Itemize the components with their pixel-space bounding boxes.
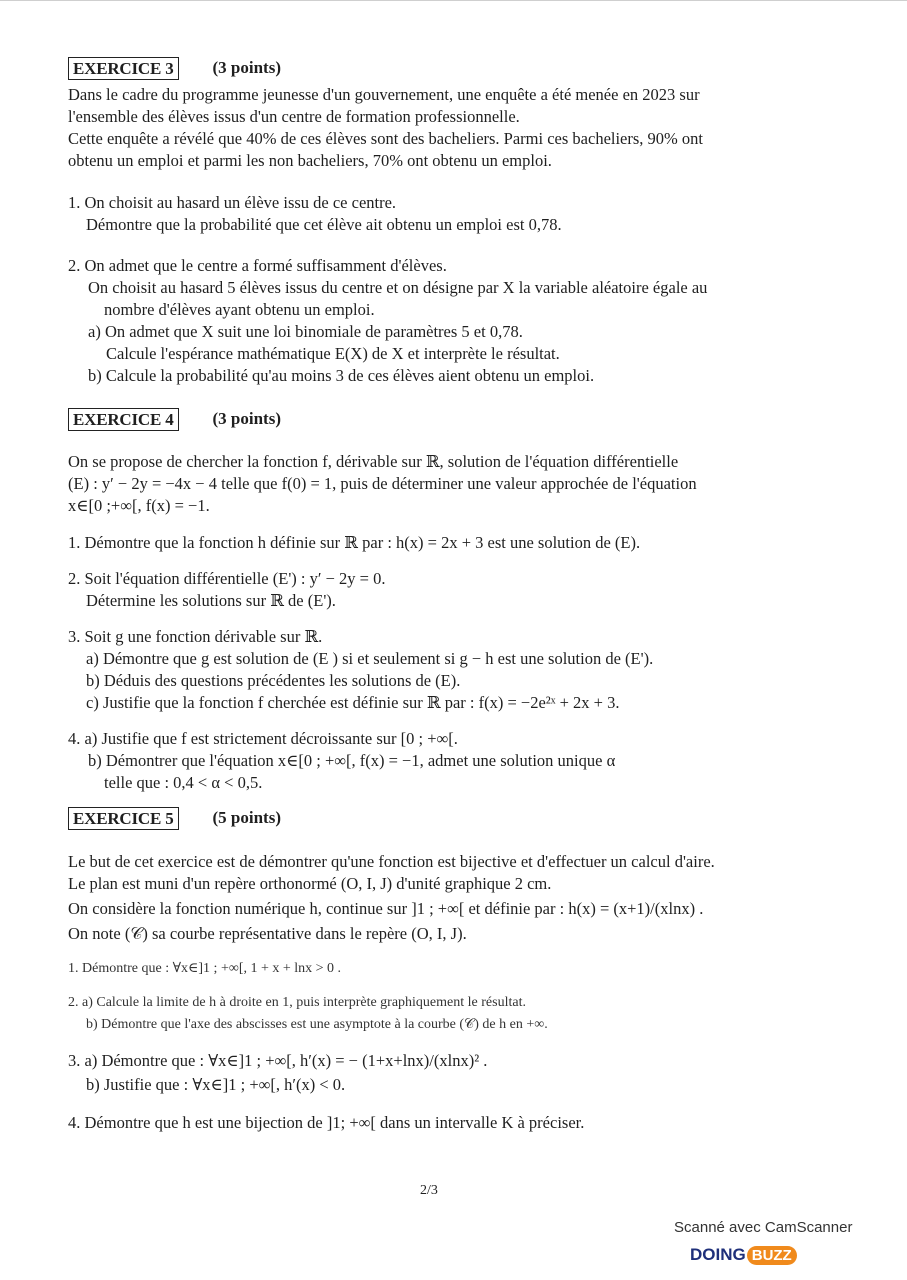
ex3-intro-line: obtenu un emploi et parmi les non bacheliers, 70% ont obtenu un emploi. [68, 151, 552, 170]
ex5-question-4 [68, 1112, 788, 1134]
ex3-q1-line: 1. On choisit au hasard un élève issu de ce centre. [68, 193, 397, 212]
ex3-q2-line: Calcule l'espérance mathématique E(X) de X et interprète le résultat. [106, 344, 560, 363]
exercise-4-title: EXERCICE 4 [68, 408, 179, 431]
exercise-4-intro [68, 451, 788, 517]
logo-text-left: DOING [690, 1245, 746, 1264]
ex4-question-4 [68, 728, 788, 794]
ex3-intro-line: Cette enquête a révélé que 40% de ces élèves sont des bacheliers. Parmi ces bacheliers, 90% ont [68, 129, 704, 148]
ex4-q3-line: c) Justifie que la fonction f cherchée est définie sur ℝ par : f(x) = −2e²ˣ + 2x + 3. [86, 693, 620, 712]
exercise-5 [68, 806, 788, 1134]
ex5-intro-line: On considère la fonction numérique h, continue sur ]1 ; +∞[ et définie par : h(x) = (x+1)/(xlnx) . [68, 899, 704, 918]
page-number: 2/3 [420, 1183, 438, 1198]
ex3-intro-line: Dans le cadre du programme jeunesse d'un gouvernement, une enquête a été menée en 2023 sur [68, 85, 700, 104]
exercise-3 [68, 56, 788, 387]
exercise-3-points: (3 points) [212, 58, 281, 77]
ex3-q2-line: nombre d'élèves ayant obtenu un emploi. [104, 300, 375, 319]
ex4-q2-line: 2. Soit l'équation différentielle (E') : y′ − 2y = 0. [68, 569, 386, 588]
ex4-question-3 [68, 626, 788, 714]
ex3-q2-line: a) On admet que X suit une loi binomiale de paramètres 5 et 0,78. [88, 322, 523, 341]
ex3-intro-line: l'ensemble des élèves issus d'un centre de formation professionnelle. [68, 107, 520, 126]
ex5-q3-line: b) Justifie que : ∀x∈]1 ; +∞[, h′(x) < 0. [86, 1075, 346, 1094]
exercise-4 [68, 407, 788, 794]
ex4-q1-line: 1. Démontre que la fonction h définie sur ℝ par : h(x) = 2x + 3 est une solution de (E). [68, 533, 641, 552]
ex5-q3-line: 3. a) Démontre que : ∀x∈]1 ; +∞[, h′(x) = − (1+x+lnx)/(xlnx)² . [68, 1051, 488, 1070]
ex4-question-1 [68, 532, 788, 554]
ex4-intro-line: x∈[0 ;+∞[, f(x) = −1. [68, 496, 210, 515]
top-edge-line [0, 0, 907, 1]
ex4-q4-line: 4. a) Justifie que f est strictement décroissante sur [0 ; +∞[. [68, 729, 458, 748]
camscanner-watermark: Scanné avec CamScanner [674, 1219, 853, 1236]
ex4-q4-line: b) Démontrer que l'équation x∈[0 ; +∞[, f(x) = −1, admet une solution unique α [88, 751, 616, 770]
ex5-intro-line: Le plan est muni d'un repère orthonormé (O, I, J) d'unité graphique 2 cm. [68, 874, 552, 893]
logo-text-right: BUZZ [747, 1246, 797, 1265]
ex3-q2-line: On choisit au hasard 5 élèves issus du centre et on désigne par X la variable aléatoire égale au [88, 278, 708, 297]
ex5-question-1 [68, 958, 788, 980]
ex4-q2-line: Détermine les solutions sur ℝ de (E'). [86, 591, 336, 610]
ex5-intro-line: Le but de cet exercice est de démontrer qu'une fonction est bijective et d'effectuer un calcul d'aire. [68, 852, 715, 871]
ex5-q2-line: 2. a) Calcule la limite de h à droite en 1, puis interprète graphiquement le résultat. [68, 995, 526, 1010]
exercise-5-intro [68, 851, 788, 945]
ex4-q3-line: b) Déduis des questions précédentes les solutions de (E). [86, 671, 461, 690]
exercise-3-intro [68, 84, 788, 172]
ex3-q2-line: b) Calcule la probabilité qu'au moins 3 de ces élèves aient obtenu un emploi. [88, 366, 595, 385]
exercise-5-title: EXERCICE 5 [68, 807, 179, 830]
ex3-question-1 [68, 192, 788, 236]
ex4-question-2 [68, 568, 788, 612]
ex5-q1-line: 1. Démontre que : ∀x∈]1 ; +∞[, 1 + x + lnx > 0 . [68, 961, 342, 976]
exercise-3-header [68, 56, 788, 80]
ex3-q1-line: Démontre que la probabilité que cet élève ait obtenu un emploi est 0,78. [86, 215, 562, 234]
ex3-question-2 [68, 255, 788, 387]
exercise-4-header [68, 407, 788, 431]
ex5-q2-line: b) Démontre que l'axe des abscisses est une asymptote à la courbe (𝒞) de h en +∞. [86, 1017, 548, 1032]
ex5-q4-line: 4. Démontre que h est une bijection de ]1; +∞[ dans un intervalle K à préciser. [68, 1113, 585, 1132]
ex3-q2-line: 2. On admet que le centre a formé suffisamment d'élèves. [68, 256, 447, 275]
exercise-4-points: (3 points) [212, 409, 281, 428]
ex4-intro-line: (E) : y′ − 2y = −4x − 4 telle que f(0) = 1, puis de déterminer une valeur approchée de l'équation [68, 474, 697, 493]
ex5-intro-line: On note (𝒞) sa courbe représentative dans le repère (O, I, J). [68, 924, 467, 943]
ex4-intro-line: On se propose de chercher la fonction f, dérivable sur ℝ, solution de l'équation différentielle [68, 452, 679, 471]
ex4-q3-line: 3. Soit g une fonction dérivable sur ℝ. [68, 627, 323, 646]
ex5-question-3 [68, 1048, 788, 1096]
exercise-5-points: (5 points) [212, 808, 281, 827]
exercise-5-header [68, 806, 788, 830]
ex5-question-2 [68, 992, 788, 1036]
doingbuzz-logo [690, 1243, 797, 1267]
ex4-q4-line: telle que : 0,4 < α < 0,5. [104, 773, 263, 792]
ex4-q3-line: a) Démontre que g est solution de (E ) si et seulement si g − h est une solution de (E'). [86, 649, 654, 668]
exercise-3-title: EXERCICE 3 [68, 57, 179, 80]
